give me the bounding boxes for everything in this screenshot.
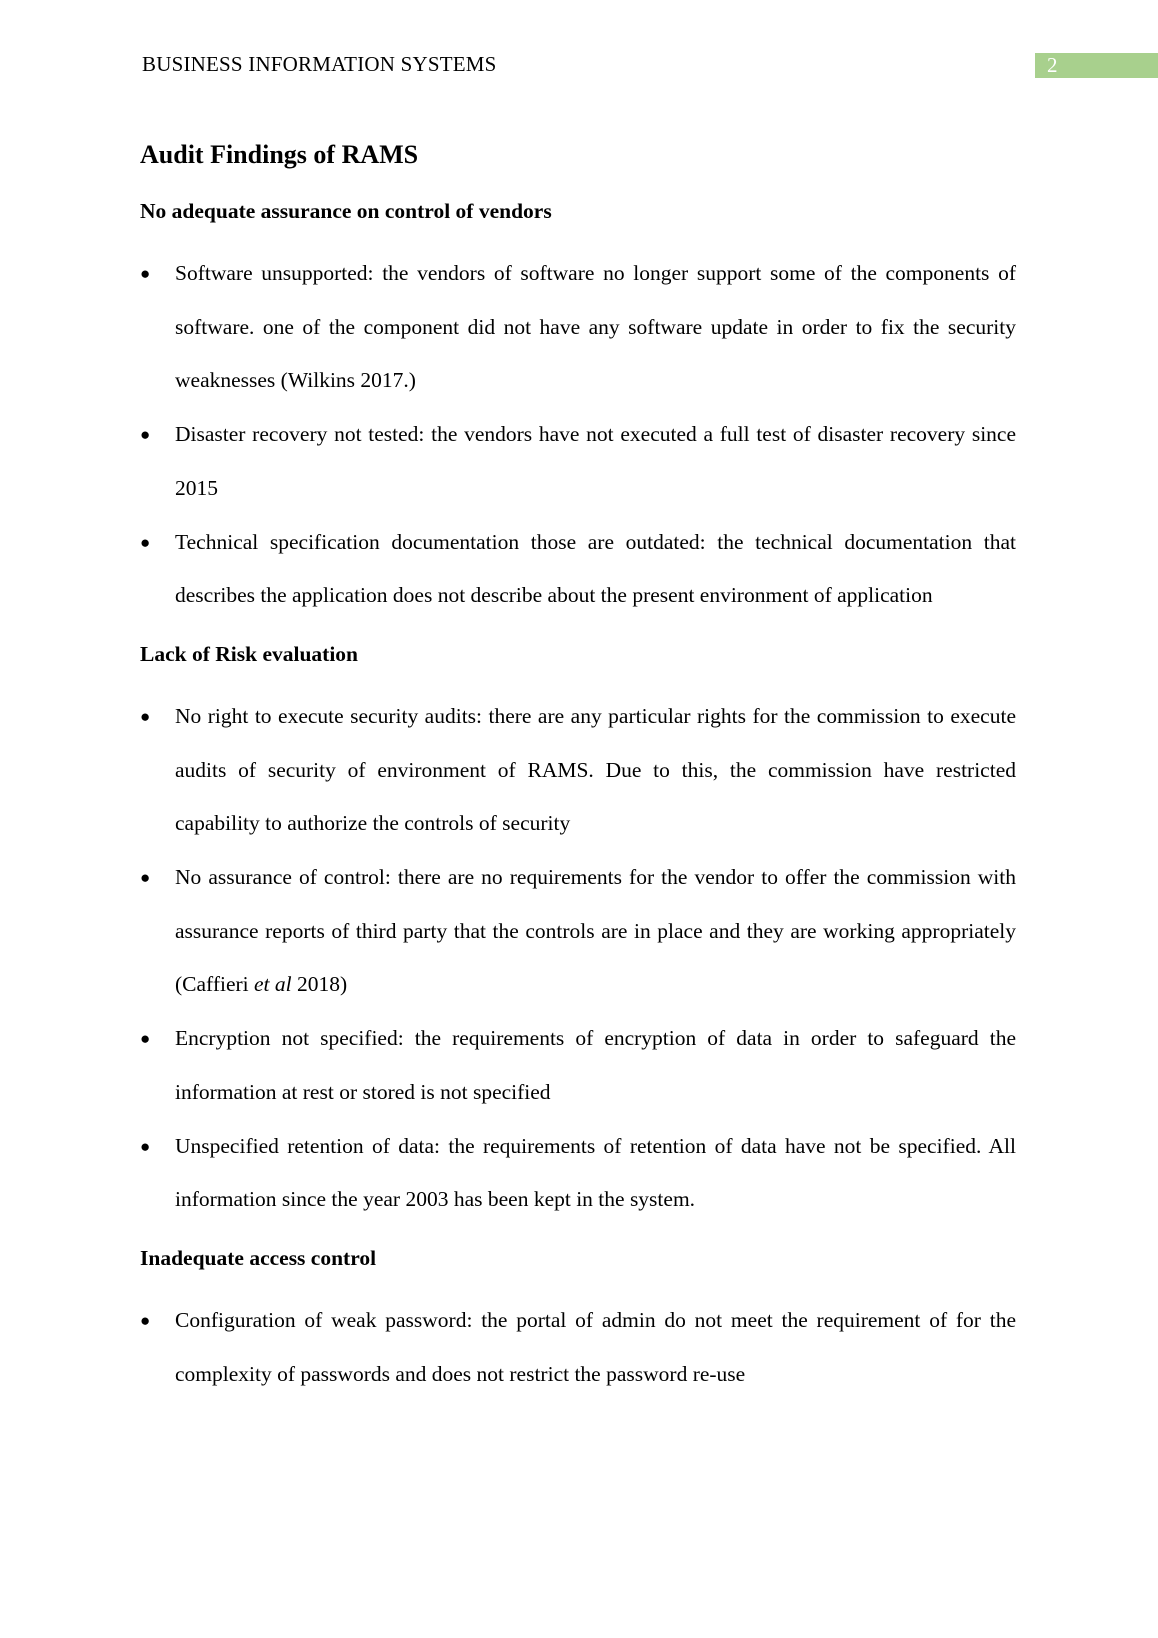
bullet-icon: ● (140, 532, 151, 552)
bullet-icon: ● (140, 1136, 151, 1156)
bullet-icon: ● (140, 706, 151, 726)
section-heading-access: Inadequate access control (140, 1245, 377, 1270)
list-item-text: Encryption not specified: the requirements of encryption of data in order to safeguard the information at rest or stored is not specified (175, 1026, 1016, 1104)
page-title: Audit Findings of RAMS (140, 140, 419, 169)
list-item-text: Unspecified retention of data: the requirements of retention of data have not be specified. All information since the year 2003 has been kept in the system. (175, 1133, 1016, 1212)
list-item-text (175, 865, 1016, 996)
section-heading-vendors: No adequate assurance on control of vendors (140, 199, 552, 223)
list-item (140, 408, 1016, 515)
citation-year-text: 2018) (291, 972, 348, 997)
running-head: BUSINESS INFORMATION SYSTEMS (142, 52, 497, 76)
list-item-text: No right to execute security audits: there are any particular rights for the commission to execute audits of security of environment of RAMS. Due to this, the commission have restricted capability to authorize the controls of security (175, 703, 1016, 836)
list-item (140, 851, 1016, 1012)
bullet-icon: ● (140, 264, 151, 283)
document-body (140, 138, 1016, 1417)
bullet-list-access (140, 1294, 1016, 1401)
bullet-icon: ● (140, 868, 151, 888)
list-item-text: Disaster recovery not tested: the vendors have not executed a full test of disaster recovery since 2015 (175, 422, 1016, 500)
section-heading-risk: Lack of Risk evaluation (140, 641, 359, 666)
list-item (140, 247, 1016, 408)
bullet-list-vendors (140, 247, 1016, 623)
list-item (140, 516, 1016, 623)
list-item (140, 690, 1016, 851)
list-item-text: Configuration of weak password: the portal of admin do not meet the requirement of for the complexity of passwords and does not restrict the password re-use (175, 1307, 1016, 1386)
bullet-list-risk (140, 690, 1016, 1227)
list-item (140, 1120, 1016, 1227)
list-item-text: Technical specification documentation those are outdated: the technical documentation that describes the application does not describe about the present environment of application (175, 529, 1016, 608)
list-item (140, 1294, 1016, 1401)
page-number: 2 (1035, 53, 1158, 78)
citation-et-al: et al (254, 972, 292, 997)
list-item (140, 1012, 1016, 1119)
citation-lead-text: No assurance of control: there are no requirements for the vendor to offer the commission with assurance reports of third party that the controls are in place and they are working appropriately (Caffieri (175, 865, 1016, 997)
bullet-icon: ● (140, 1029, 151, 1049)
bullet-icon: ● (140, 1310, 151, 1330)
bullet-icon: ● (140, 425, 151, 445)
list-item-text: Software unsupported: the vendors of software no longer support some of the components of software. one of the component did not have any software update in order to fix the security weaknesses (Wilkins 2017.) (175, 261, 1016, 393)
